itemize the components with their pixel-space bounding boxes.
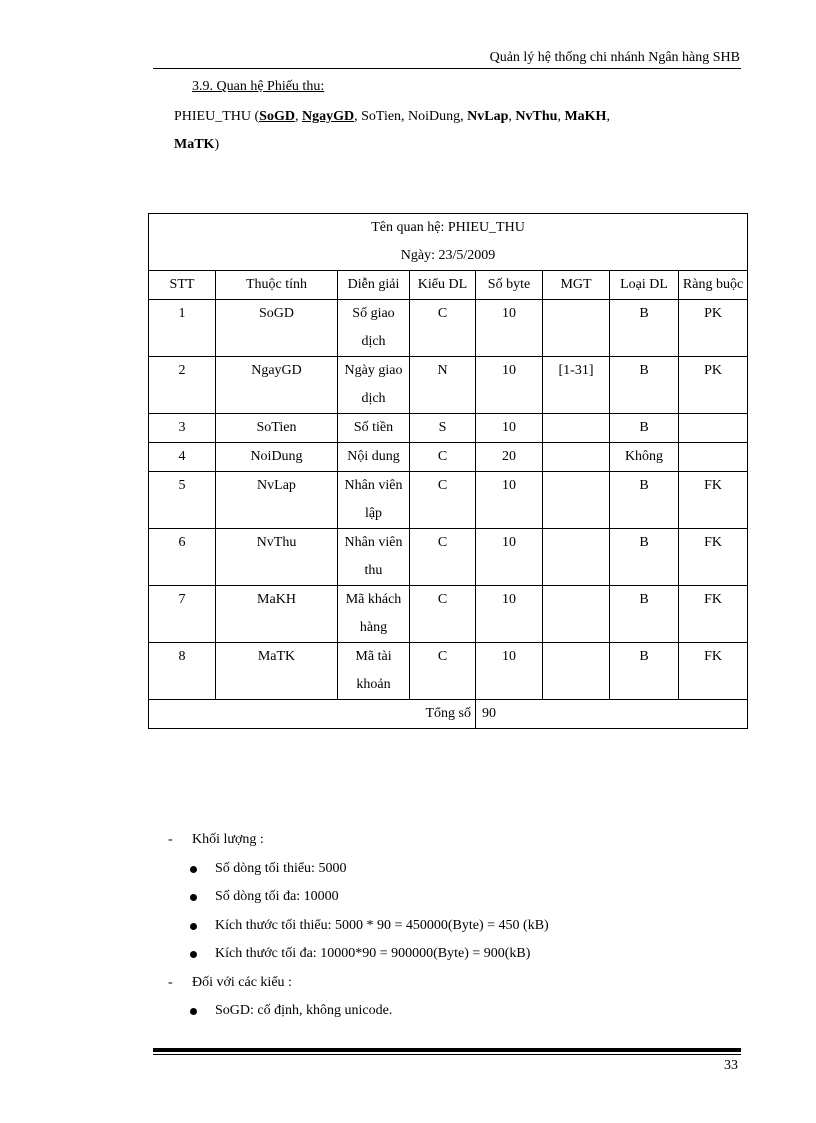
table-cell: 2 bbox=[149, 357, 216, 414]
col-header: Kiểu DL bbox=[410, 271, 476, 300]
table-cell bbox=[543, 529, 610, 586]
caption-date: Ngày: 23/5/2009 bbox=[400, 248, 496, 263]
attr: SoTien bbox=[361, 109, 402, 124]
table-cell: 6 bbox=[149, 529, 216, 586]
relation-schema: PHIEU_THU (SoGD, NgayGD, SoTien, NoiDung, NvLap, NvThu, MaKH, MaTK) bbox=[174, 109, 610, 152]
foreign-key-attr: MaTK bbox=[174, 137, 215, 152]
primary-key-attr: SoGD bbox=[259, 109, 295, 124]
total-label: Tổng số bbox=[149, 700, 476, 729]
table-cell: NoiDung bbox=[216, 443, 338, 472]
table-cell: Không bbox=[610, 443, 679, 472]
table-cell: 10 bbox=[476, 643, 543, 700]
table-cell: 5 bbox=[149, 472, 216, 529]
table-cell: 10 bbox=[476, 414, 543, 443]
table-cell: C bbox=[410, 586, 476, 643]
list-item: SoGD: cố định, không unicode. bbox=[168, 997, 728, 1026]
types-heading: - Đối với các kiểu : bbox=[168, 974, 292, 990]
table-cell: FK bbox=[679, 586, 748, 643]
foreign-key-attr: NvLap bbox=[467, 109, 509, 124]
table-cell: B bbox=[610, 357, 679, 414]
table-cell: 7 bbox=[149, 586, 216, 643]
col-header: STT bbox=[149, 271, 216, 300]
section-title: 3.9. Quan hệ Phiếu thu: bbox=[192, 79, 325, 94]
table-cell: C bbox=[410, 300, 476, 357]
table-cell bbox=[543, 443, 610, 472]
table-cell: 3 bbox=[149, 414, 216, 443]
table-cell: 10 bbox=[476, 300, 543, 357]
col-header: Thuộc tính bbox=[216, 271, 338, 300]
table-cell: B bbox=[610, 529, 679, 586]
footer-rule bbox=[153, 1054, 741, 1055]
attr: NoiDung bbox=[408, 109, 461, 124]
table-row bbox=[149, 300, 748, 357]
table-cell: NgayGD bbox=[216, 357, 338, 414]
table-row bbox=[149, 643, 748, 700]
col-header: MGT bbox=[543, 271, 610, 300]
foreign-key-attr: NvThu bbox=[515, 109, 558, 124]
table-cell: NvLap bbox=[216, 472, 338, 529]
table-cell: SoGD bbox=[216, 300, 338, 357]
list-item: Số dòng tối đa: 10000 bbox=[168, 883, 728, 912]
running-header-title: Quản lý hệ thống chi nhánh Ngân hàng SHB bbox=[489, 50, 740, 65]
table-cell: Mã tài khoản bbox=[338, 643, 410, 700]
table-cell: SoTien bbox=[216, 414, 338, 443]
table-row bbox=[149, 586, 748, 643]
table-cell: 8 bbox=[149, 643, 216, 700]
table-cell: B bbox=[610, 586, 679, 643]
table-cell bbox=[543, 300, 610, 357]
list-item: Kích thước tối thiểu: 5000 * 90 = 450000(Byte) = 450 (kB) bbox=[168, 912, 728, 941]
total-value: 90 bbox=[476, 700, 748, 729]
table-cell: 20 bbox=[476, 443, 543, 472]
table-cell: Ngày giao dịch bbox=[338, 357, 410, 414]
table-cell: Mã khách hàng bbox=[338, 586, 410, 643]
table-cell: 10 bbox=[476, 586, 543, 643]
table-cell: 1 bbox=[149, 300, 216, 357]
table-cell: 10 bbox=[476, 472, 543, 529]
col-header: Số byte bbox=[476, 271, 543, 300]
table-caption bbox=[149, 214, 748, 271]
table-total-row bbox=[149, 700, 748, 729]
list-item: Kích thước tối đa: 10000*90 = 900000(Byte) = 900(kB) bbox=[168, 940, 728, 969]
col-header: Diễn giải bbox=[338, 271, 410, 300]
table-row bbox=[149, 472, 748, 529]
table-cell bbox=[543, 414, 610, 443]
table-cell: MaTK bbox=[216, 643, 338, 700]
table-cell: B bbox=[610, 643, 679, 700]
footer-rule bbox=[153, 1048, 741, 1052]
caption-relation-name: Tên quan hệ: PHIEU_THU bbox=[371, 220, 525, 235]
list-item: Số dòng tối thiểu: 5000 bbox=[168, 855, 728, 884]
table-cell: Số giao dịch bbox=[338, 300, 410, 357]
table-cell: 10 bbox=[476, 357, 543, 414]
table-header-row bbox=[149, 271, 748, 300]
table-cell: FK bbox=[679, 643, 748, 700]
bullet-icon bbox=[190, 894, 197, 901]
volume-heading: - Khối lượng : bbox=[168, 832, 264, 847]
notes-section bbox=[168, 826, 728, 1026]
table-cell: Nhân viên thu bbox=[338, 529, 410, 586]
table-cell: 10 bbox=[476, 529, 543, 586]
table-cell: MaKH bbox=[216, 586, 338, 643]
table-cell: Nội dung bbox=[338, 443, 410, 472]
primary-key-attr: NgayGD bbox=[301, 109, 355, 124]
bullet-icon bbox=[190, 866, 197, 873]
col-header: Ràng buộc bbox=[679, 271, 748, 300]
table-row bbox=[149, 443, 748, 472]
table-row bbox=[149, 529, 748, 586]
foreign-key-attr: MaKH bbox=[564, 109, 607, 124]
page-number: 33 bbox=[724, 1058, 738, 1073]
table-cell: C bbox=[410, 643, 476, 700]
table-cell bbox=[543, 586, 610, 643]
table-cell: Số tiền bbox=[338, 414, 410, 443]
table-cell: N bbox=[410, 357, 476, 414]
header-rule bbox=[153, 68, 741, 69]
relation-table bbox=[148, 213, 748, 729]
table-cell bbox=[679, 443, 748, 472]
table-cell: FK bbox=[679, 472, 748, 529]
bullet-icon bbox=[190, 951, 197, 958]
table-cell: PK bbox=[679, 300, 748, 357]
table-cell bbox=[543, 643, 610, 700]
table-cell: B bbox=[610, 300, 679, 357]
table-cell: FK bbox=[679, 529, 748, 586]
table-cell: PK bbox=[679, 357, 748, 414]
table-cell bbox=[679, 414, 748, 443]
table-cell: [1-31] bbox=[543, 357, 610, 414]
col-header: Loại DL bbox=[610, 271, 679, 300]
table-cell: B bbox=[610, 472, 679, 529]
table-cell: Nhân viên lập bbox=[338, 472, 410, 529]
bullet-icon bbox=[190, 1008, 197, 1015]
table-cell: C bbox=[410, 472, 476, 529]
table-cell: S bbox=[410, 414, 476, 443]
table-cell bbox=[543, 472, 610, 529]
table-cell: 4 bbox=[149, 443, 216, 472]
table-cell: C bbox=[410, 529, 476, 586]
table-row bbox=[149, 414, 748, 443]
table-cell: B bbox=[610, 414, 679, 443]
table-cell: C bbox=[410, 443, 476, 472]
table-row bbox=[149, 357, 748, 414]
table-cell: NvThu bbox=[216, 529, 338, 586]
bullet-icon bbox=[190, 923, 197, 930]
relation-name: PHIEU_THU bbox=[174, 109, 251, 124]
